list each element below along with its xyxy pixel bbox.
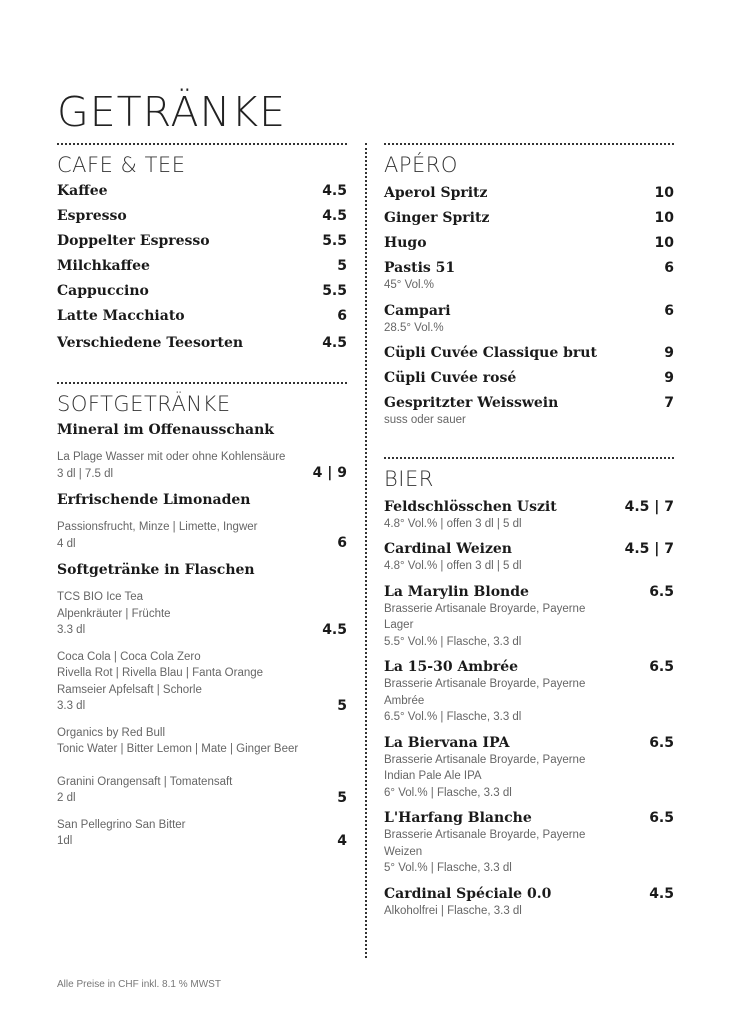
- group-name: Mineral im Offenausschank: [57, 422, 274, 438]
- apero-list: [384, 185, 674, 429]
- group-name: Softgetränke in Flaschen: [57, 562, 255, 578]
- item-price: 6.5: [649, 810, 674, 826]
- soft-entry: [57, 817, 347, 850]
- item-detail: 45° Vol.%: [384, 279, 434, 291]
- item-name: Kaffee: [57, 183, 108, 199]
- soft-entry: [57, 519, 347, 552]
- cafe-list: [57, 183, 347, 352]
- right-column: [384, 143, 674, 928]
- item-detail: Lager: [384, 619, 414, 631]
- soft-entry: [57, 589, 347, 639]
- item-name: Cappuccino: [57, 283, 149, 299]
- item-detail: Brasserie Artisanale Broyarde, Payerne: [384, 829, 586, 841]
- item-name: Feldschlösschen Uszit: [384, 498, 557, 515]
- item-name: Espresso: [57, 208, 127, 224]
- item-price: 4.5: [322, 208, 347, 224]
- item-price: 6: [337, 308, 347, 324]
- item-name: La Marylin Blonde: [384, 583, 529, 600]
- menu-item: [57, 335, 347, 352]
- entry-line: Rivella Rot | Rivella Blau | Fanta Orange: [57, 667, 264, 679]
- item-detail: Alkoholfrei | Flasche, 3.3 dl: [384, 904, 522, 917]
- menu-item: [384, 370, 674, 387]
- menu-item: [384, 499, 674, 533]
- item-name: La 15-30 Ambrée: [384, 659, 519, 675]
- item-name: Cüpli Cuvée Classique brut: [384, 345, 597, 361]
- item-name: Verschiedene Teesorten: [57, 335, 244, 351]
- item-detail: 28.5° Vol.%: [384, 321, 444, 334]
- soft-entry: [57, 649, 347, 715]
- menu-item: [384, 735, 674, 802]
- entry-line: Ramseier Apfelsaft | Schorle: [57, 683, 202, 696]
- menu-item: [384, 541, 674, 575]
- section-heading-cafe: CAFE & TEE: [57, 153, 186, 177]
- item-price: 9: [664, 345, 674, 361]
- item-detail: 4.8° Vol.% | offen 3 dl | 5 dl: [384, 560, 522, 572]
- soft-group: [57, 422, 347, 482]
- menu-item: [384, 659, 674, 726]
- entry-price: 5: [337, 789, 347, 806]
- item-detail: 5° Vol.% | Flasche, 3.3 dl: [384, 862, 512, 874]
- item-price: 9: [664, 370, 674, 386]
- menu-item: [384, 886, 674, 920]
- item-name: Gespritzter Weisswein: [384, 395, 559, 411]
- soft-group: [57, 562, 347, 850]
- entry-line: La Plage Wasser mit oder ohne Kohlensäure: [57, 451, 286, 463]
- entry-line: 2 dl: [57, 792, 76, 804]
- entry-price: 4.5: [322, 621, 347, 638]
- item-price: 4.5: [649, 885, 674, 902]
- menu-item: [57, 258, 347, 275]
- item-detail: 5.5° Vol.% | Flasche, 3.3 dl: [384, 635, 522, 648]
- item-price: 5.5: [322, 283, 347, 299]
- footer-note: Alle Preise in CHF inkl. 8.1 % MWST: [57, 979, 221, 990]
- item-price: 4.5 | 7: [624, 541, 674, 557]
- item-name: L'Harfang Blanche: [384, 810, 532, 826]
- item-detail: suss oder sauer: [384, 414, 466, 426]
- section-heading-soft: SOFTGETRÄNKE: [57, 392, 231, 416]
- item-detail: Brasserie Artisanale Broyarde, Payerne: [384, 753, 586, 766]
- divider: [384, 457, 674, 459]
- menu-item: [384, 235, 674, 252]
- entry-line: Tonic Water | Bitter Lemon | Mate | Ginger Beer: [57, 743, 299, 755]
- item-detail: 4.8° Vol.% | offen 3 dl | 5 dl: [384, 517, 522, 530]
- menu-item: [384, 185, 674, 202]
- item-price: 6: [664, 260, 674, 276]
- entry-line: TCS BIO Ice Tea: [57, 591, 144, 603]
- item-price: 6.5: [649, 734, 674, 751]
- item-price: 5: [337, 258, 347, 274]
- item-detail: Ambrée: [384, 694, 425, 707]
- item-name: Hugo: [384, 235, 427, 251]
- section-heading-bier: BIER: [384, 466, 434, 491]
- section-heading-apero: APÉRO: [384, 153, 458, 177]
- left-column: [57, 143, 347, 860]
- entry-line: 3.3 dl: [57, 624, 86, 636]
- item-price: 10: [654, 185, 674, 201]
- divider: [57, 143, 347, 145]
- item-name: Cüpli Cuvée rosé: [384, 370, 517, 386]
- item-name: Aperol Spritz: [384, 185, 488, 201]
- entry-line: 1dl: [57, 835, 73, 847]
- menu-item: [57, 283, 347, 300]
- item-name: La Biervana IPA: [384, 734, 510, 751]
- entry-line: 3 dl | 7.5 dl: [57, 467, 114, 480]
- item-detail: Indian Pale Ale IPA: [384, 770, 482, 782]
- item-price: 6.5: [649, 583, 674, 600]
- item-price: 10: [654, 235, 674, 251]
- soft-group: [57, 492, 347, 552]
- soft-entry: [57, 449, 347, 482]
- item-price: 6: [664, 302, 674, 319]
- item-name: Cardinal Weizen: [384, 541, 512, 557]
- item-detail: 6.5° Vol.% | Flasche, 3.3 dl: [384, 711, 522, 723]
- menu-item: [384, 345, 674, 362]
- item-name: Milchkaffee: [57, 258, 150, 274]
- item-price: 5.5: [322, 233, 347, 249]
- divider: [57, 382, 347, 384]
- item-name: Latte Macchiato: [57, 308, 185, 324]
- item-price: 6.5: [649, 659, 674, 675]
- menu-item: [384, 395, 674, 429]
- entry-price: 6: [337, 535, 347, 551]
- entry-line: Coca Cola | Coca Cola Zero: [57, 650, 201, 663]
- entry-price: 4: [337, 832, 347, 849]
- bier-list: [384, 499, 674, 920]
- item-price: 10: [654, 210, 674, 226]
- entry-line: Granini Orangensaft | Tomatensaft: [57, 775, 233, 788]
- soft-entry: [57, 774, 347, 807]
- menu-item: [57, 183, 347, 200]
- page-title: GETRÄNKE: [57, 88, 287, 136]
- soft-entry: [57, 725, 347, 758]
- menu-item: [384, 810, 674, 877]
- entry-line: San Pellegrino San Bitter: [57, 818, 186, 831]
- item-name: Doppelter Espresso: [57, 233, 210, 249]
- item-detail: 6° Vol.% | Flasche, 3.3 dl: [384, 786, 512, 799]
- group-name: Erfrischende Limonaden: [57, 492, 251, 508]
- item-price: 7: [664, 395, 674, 411]
- item-detail: Weizen: [384, 845, 423, 858]
- entry-line: Organics by Red Bull: [57, 726, 166, 739]
- entry-price: 5: [337, 697, 347, 714]
- menu-item: [57, 208, 347, 225]
- entry-price: 4 | 9: [312, 465, 347, 481]
- soft-list: [57, 422, 347, 850]
- item-detail: Brasserie Artisanale Broyarde, Payerne: [384, 678, 586, 690]
- item-price: 4.5: [322, 335, 347, 351]
- menu-item: [384, 210, 674, 227]
- menu-item: [384, 260, 674, 294]
- item-price: 4.5 | 7: [624, 498, 674, 515]
- item-name: Ginger Spritz: [384, 210, 490, 226]
- menu-item: [57, 233, 347, 250]
- item-detail: Brasserie Artisanale Broyarde, Payerne: [384, 602, 586, 615]
- entry-line: 3.3 dl: [57, 700, 86, 712]
- entry-line: Alpenkräuter | Früchte: [57, 607, 171, 620]
- column-divider: [365, 143, 367, 958]
- menu-item: [384, 584, 674, 651]
- item-name: Cardinal Spéciale 0.0: [384, 885, 552, 902]
- item-price: 4.5: [322, 183, 347, 199]
- divider: [384, 143, 674, 145]
- item-name: Campari: [384, 302, 451, 319]
- menu-item: [384, 303, 674, 337]
- menu-item: [57, 308, 347, 325]
- entry-line: Passionsfrucht, Minze | Limette, Ingwer: [57, 521, 258, 533]
- entry-line: 4 dl: [57, 537, 76, 550]
- item-name: Pastis 51: [384, 260, 456, 276]
